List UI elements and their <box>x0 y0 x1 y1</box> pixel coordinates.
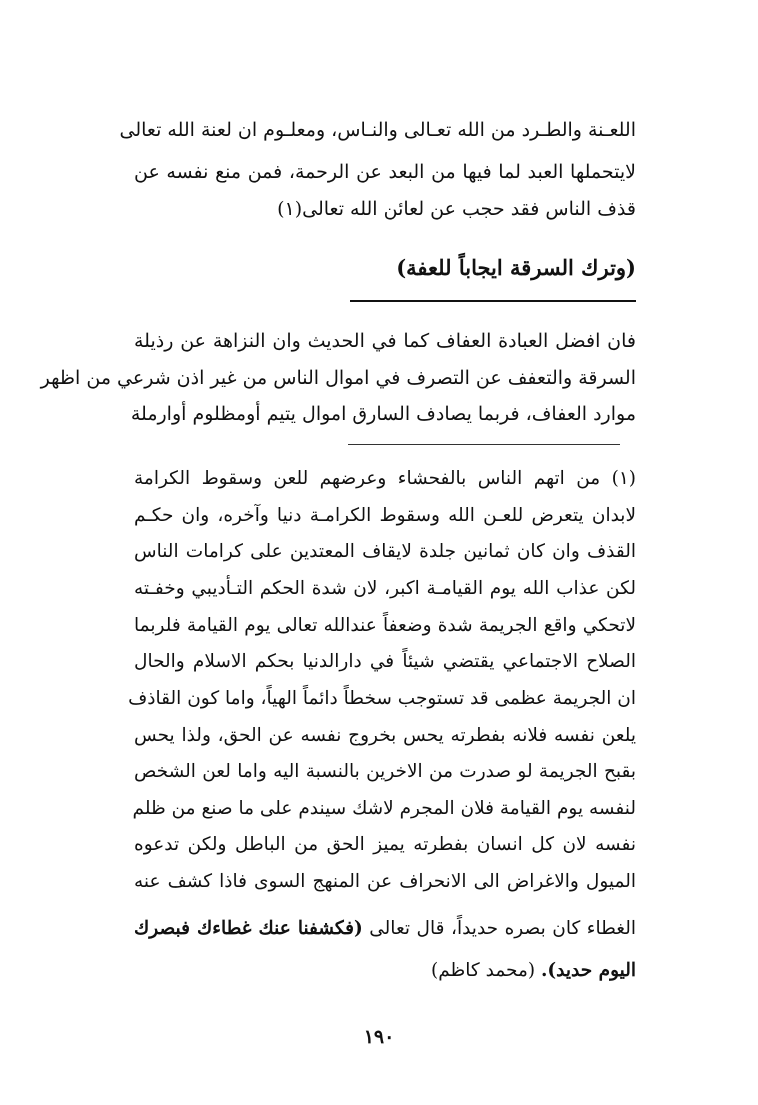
footnote-line <box>134 915 636 943</box>
footnote-line: (١) من اتهم الناس بالفحشاء وعرضهم للعن وسقوط الكرامة <box>134 468 636 489</box>
body-line: السرقة والتعفف عن التصرف في اموال الناس من غير اذن شرعي من اظهر <box>40 367 636 389</box>
body-line: لايتحملها العبد لما فيها من البعد عن الرحمة، فمن منع نفسه عن <box>134 161 636 183</box>
footnote-line: الصلاح الاجتماعي يقتضي شيئاً في دارالدنيا بحكم الاسلام والحال <box>134 651 636 672</box>
footnote-line: لابدان يتعرض للعـن الله وسقوط الكرامـة دنيا وآخره، وان حكـم <box>134 505 636 526</box>
heading-rule <box>350 300 636 302</box>
footnote-line: القذف وان كان ثمانين جلدة لايقاف المعتدين على كرامات الناس <box>134 541 636 562</box>
footnote-text: الغطاء كان بصره حديداً، قال تعالى <box>369 918 636 939</box>
body-line: موارد العفاف، فربما يصادف السارق اموال يتيم أومظلوم أوارملة <box>130 403 636 425</box>
quran-quote-end: اليوم حديد). <box>540 960 636 981</box>
footnote-line: لكن عذاب الله يوم القيامـة اكبر، لان شدة الحكم التـأديبي وخفـته <box>134 578 636 599</box>
footnote-line <box>134 957 636 985</box>
body-line: اللعـنة والطـرد من الله تعـالى والنـاس، ومعلـوم ان لعنة الله تعالى <box>119 119 636 141</box>
body-line: فان افضل العبادة العفاف كما في الحديث وان النزاهة عن رذيلة <box>134 330 636 352</box>
footnote-line: بقبح الجريمة لو صدرت من الاخرين بالنسبة اليه واما لعن الشخص <box>134 761 636 782</box>
page-number: ١٩٠ <box>363 1026 395 1048</box>
footnote-line: نفسه لان كل انسان بفطرته يميز الحق من الباطل ولكن تدعوه <box>134 834 636 855</box>
author-signature: (محمد كاظم) <box>431 960 536 981</box>
footnote-line: ان الجريمة عظمى قد تستوجب سخطاً دائماً الهياً، واما كون القاذف <box>128 688 636 709</box>
quran-quote: (فكشفنا عنك غطاءك فبصرك <box>134 918 363 939</box>
footnote-separator <box>348 444 620 445</box>
footnote-line: لاتحكي واقع الجريمة شدة وضعفاً عندالله تعالى يوم القيامة فلربما <box>134 615 636 636</box>
footnote-line: الميول والاغراض الى الانحراف عن المنهج السوى فاذا كشف عنه <box>134 871 636 892</box>
section-heading: (وترك السرقة ايجاباً للعفة) <box>396 255 636 280</box>
footnote-line: لنفسه يوم القيامة فلان المجرم لاشك سيندم على ما صنع من ظلم <box>132 798 636 819</box>
footnote-line: يلعن نفسه فلانه بفطرته يحس بخروج نفسه عن الحق، ولذا يحس <box>134 725 636 746</box>
body-line: قذف الناس فقد حجب عن لعائن الله تعالى(١) <box>277 198 636 220</box>
